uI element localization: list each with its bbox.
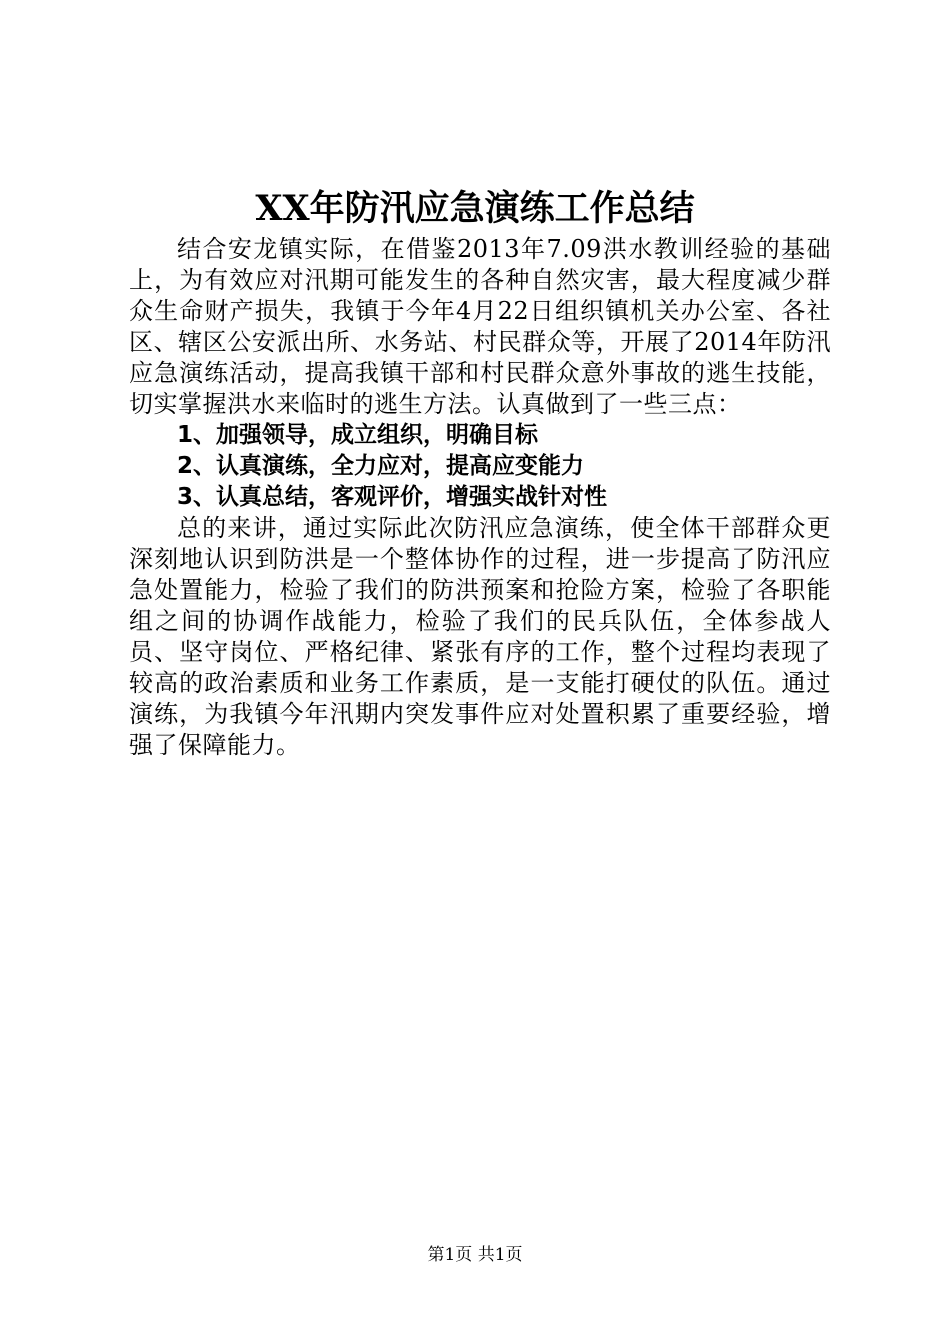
intro-paragraph: 结合安龙镇实际，在借鉴2013年7.09洪水教训经验的基础上，为有效应对汛期可能发生的各种自然灾害，最大程度减少群众生命财产损失，我镇于今年4月22日组织镇机关办公室、各社区、辖区公安派出所、水务站、村民群众等，开展了2014年防汛应急演练活动，提高我镇干部和村民群众意外事故的逃生技能，切实掌握洪水来临时的逃生方法。认真做到了一些三点： [129, 235, 831, 418]
key-point-3: 3、认真总结，客观评价，增强实战针对性 [177, 484, 608, 510]
key-point-2: 2、认真演练，全力应对，提高应变能力 [177, 453, 585, 479]
conclusion-paragraph: 总的来讲，通过实际此次防汛应急演练，使全体干部群众更深刻地认识到防洪是一个整体协作的过程，进一步提高了防汛应急处置能力，检验了我们的防洪预案和抢险方案，检验了各职能组之间的协调作战能力，检验了我们的民兵队伍，全体参战人员、坚守岗位、严格纪律、紧张有序的工作，整个过程均表现了较高的政治素质和业务工作素质，是一支能打硬仗的队伍。通过演练，为我镇今年汛期内突发事件应对处置积累了重要经验，增强了保障能力。 [129, 514, 831, 759]
key-points-list [129, 420, 831, 513]
document-title: XX年防汛应急演练工作总结 [255, 188, 695, 229]
key-point-1: 1、加强领导，成立组织，明确目标 [177, 422, 539, 448]
document-body [129, 234, 831, 761]
page-footer: 第1页 共1页 [427, 1245, 523, 1265]
